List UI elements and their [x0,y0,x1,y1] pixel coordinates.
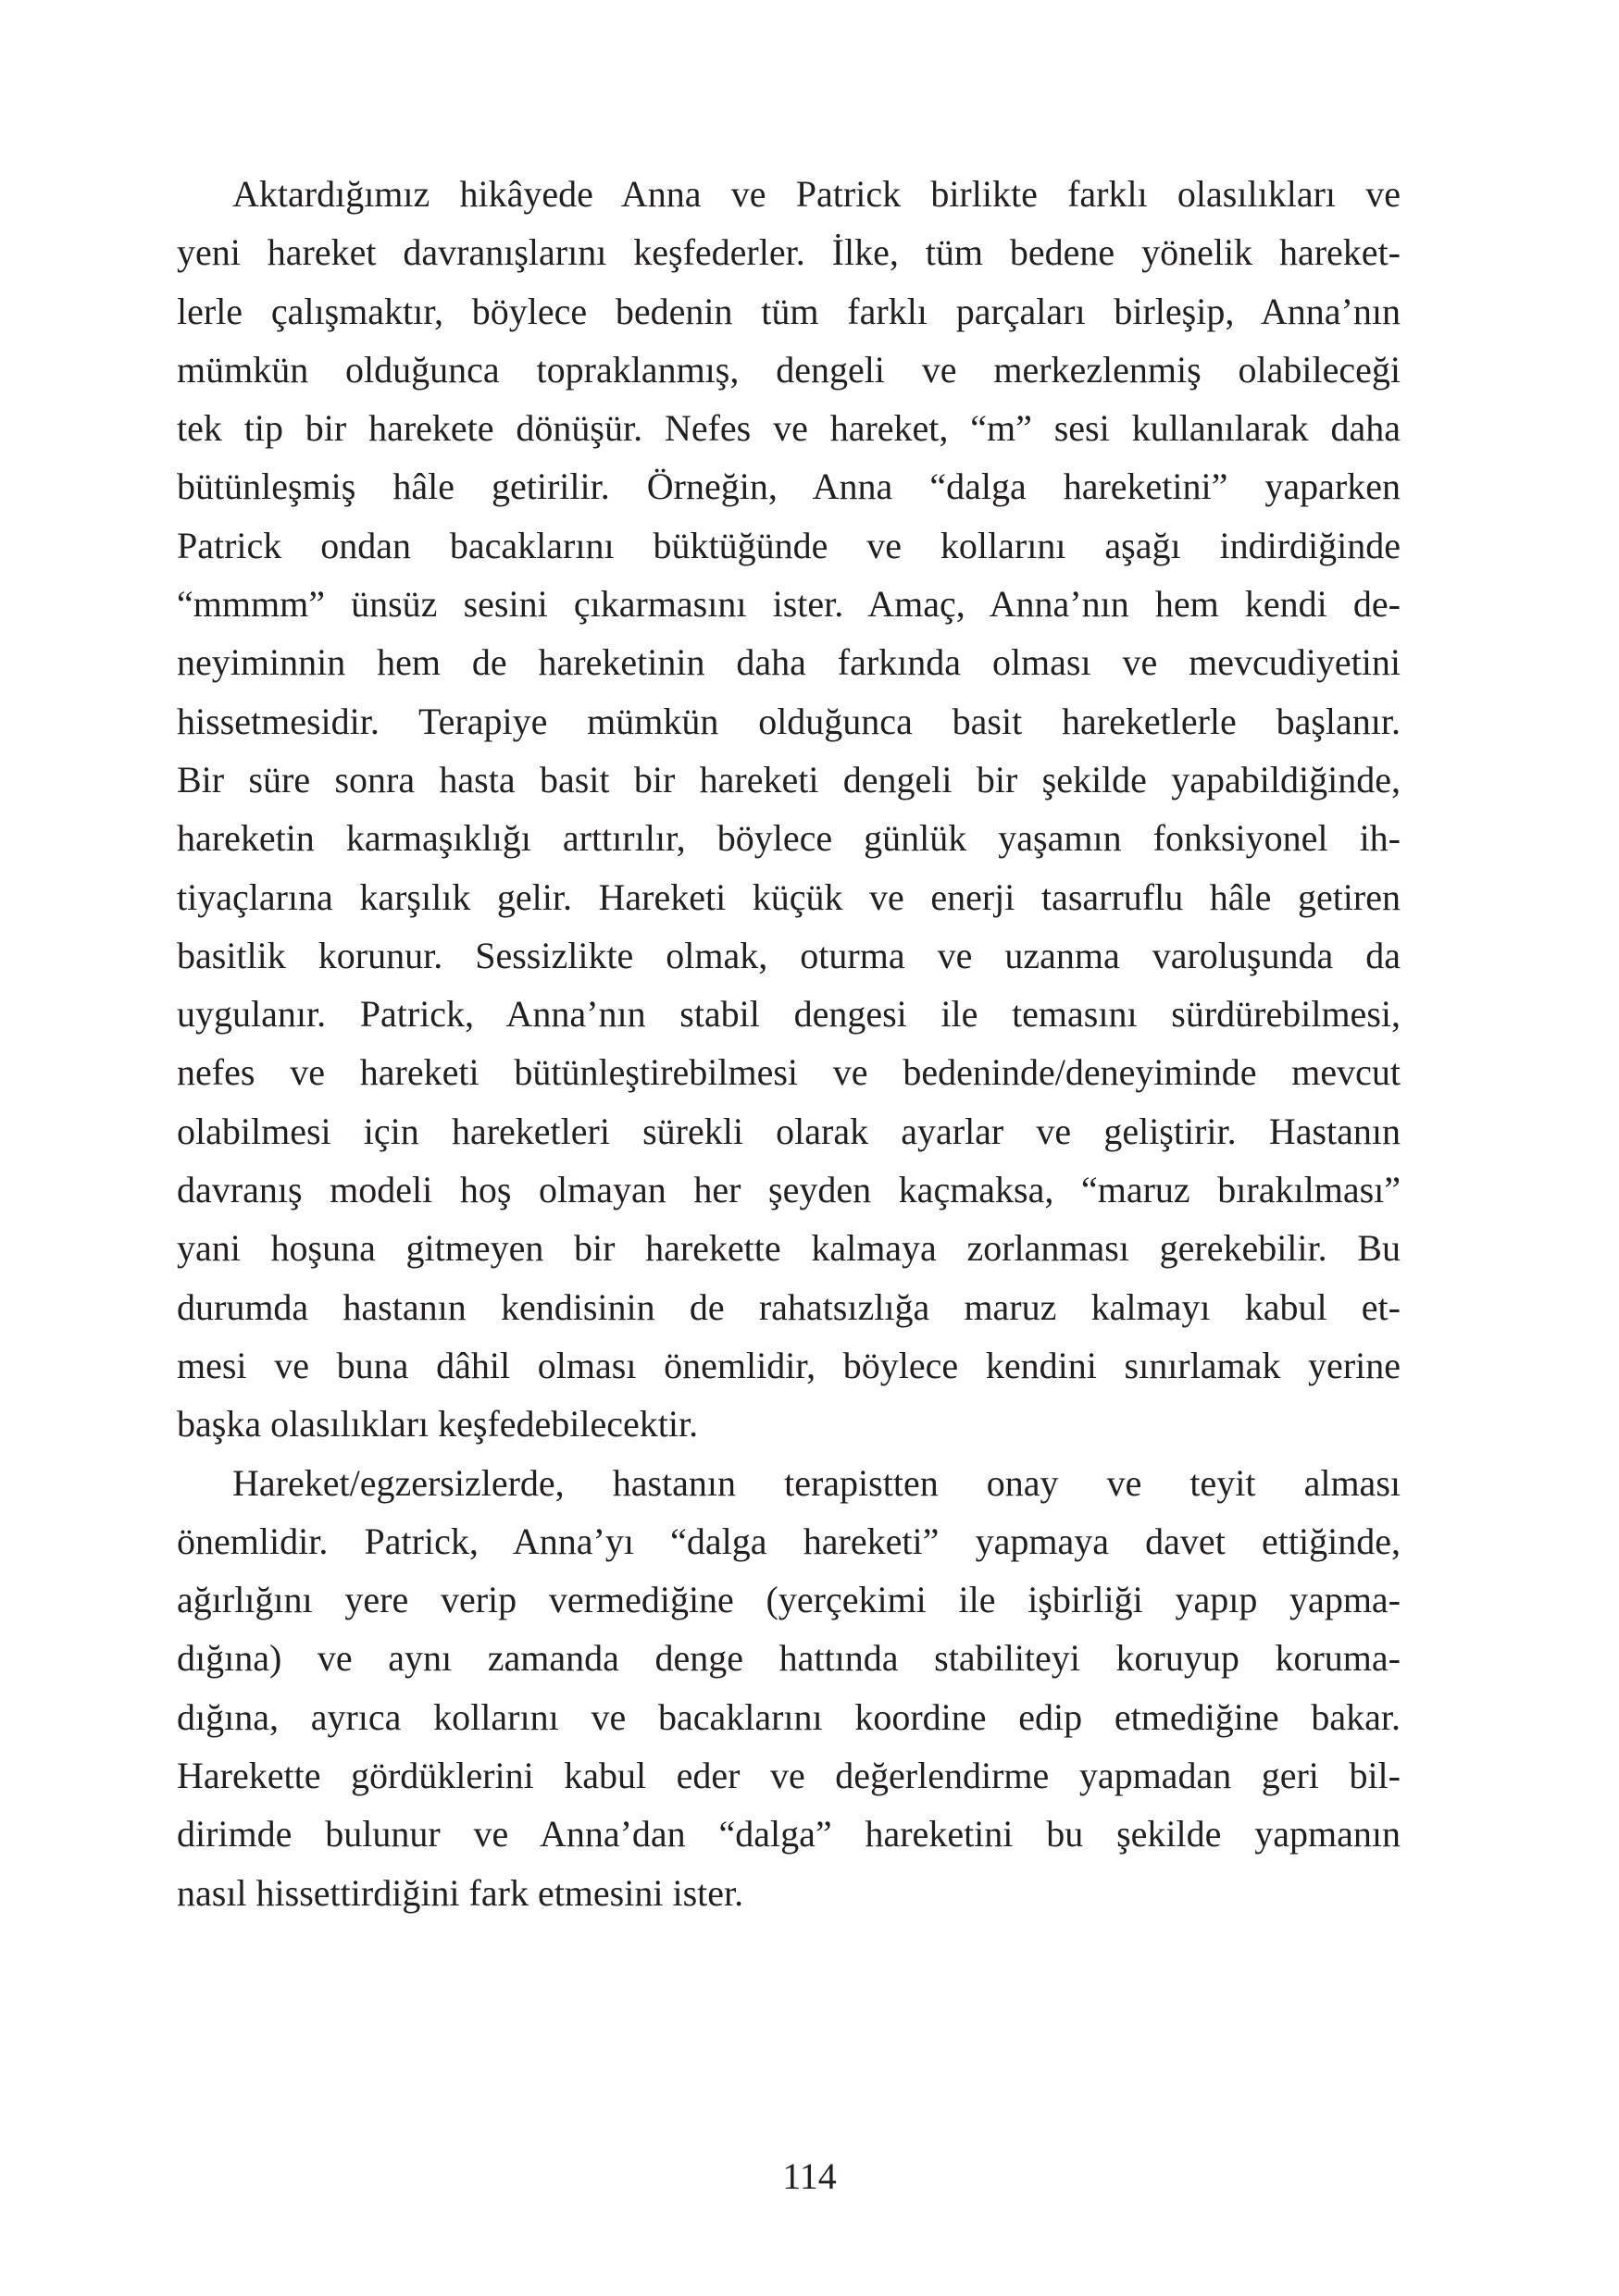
text-line: nefes ve hareketi bütünleştirebilmesi ve bedeninde/deneyiminde mevcut [177,1051,1401,1094]
text-line: bütünleşmiş hâle getirilir. Örneğin, Anna “dalga hareketini” yaparken [177,465,1401,508]
text-line: Bir süre sonra hasta basit bir hareketi dengeli bir şekilde yapabildiğinde, [177,758,1401,800]
page-number: 114 [782,2155,837,2197]
text-line: dirimde bulunur ve Anna’dan “dalga” hareketini bu şekilde yapmanın [177,1813,1401,1855]
text-line: tek tip bir harekete dönüşür. Nefes ve hareket, “m” sesi kullanılarak daha [177,407,1401,450]
text-line: Aktardığımız hikâyede Anna ve Patrick birlikte farklı olasılıkları ve [232,173,1401,215]
paragraph-2 [177,1454,1401,1922]
text-line: durumda hastanın kendisinin de rahatsızlığa maruz kalmayı kabul et- [177,1285,1401,1328]
text-line: başka olasılıkları keşfedebilecektir. [177,1403,699,1446]
text-line: tiyaçlarına karşılık gelir. Hareketi küçük ve enerji tasarruflu hâle getiren [177,875,1401,918]
text-line: “mmmm” ünsüz sesini çıkarmasını ister. Amaç, Anna’nın hem kendi de- [177,583,1401,626]
text-line: Hareket/egzersizlerde, hastanın terapistten onay ve teyit alması [232,1461,1401,1504]
text-line: ağırlığını yere verip vermediğine (yerçekimi ile işbirliği yapıp yapma- [177,1579,1401,1621]
text-line: hareketin karmaşıklığı arttırılır, böylece günlük yaşamın fonksiyonel ih- [177,817,1401,860]
text-line: Harekette gördüklerini kabul eder ve değerlendirme yapmadan geri bil- [177,1755,1401,1797]
text-line: yeni hareket davranışlarını keşfederler. İlke, tüm bedene yönelik hareket- [177,231,1401,274]
text-line: dığına, ayrıca kollarını ve bacaklarını koordine edip etmediğine bakar. [177,1695,1401,1738]
text-line: neyiminnin hem de hareketinin daha farkında olması ve mevcudiyetini [177,641,1401,684]
text-line: dığına) ve aynı zamanda denge hattında stabiliteyi koruyup koruma- [177,1637,1401,1680]
paragraph-1 [177,165,1401,1454]
text-line: önemlidir. Patrick, Anna’yı “dalga hareketi” yapmaya davet ettiğinde, [177,1520,1401,1562]
text-line: basitlik korunur. Sessizlikte olmak, oturma ve uzanma varoluşunda da [177,934,1401,976]
body-text [177,165,1401,1922]
text-line: mümkün olduğunca topraklanmış, dengeli ve merkezlenmiş olabileceği [177,348,1401,391]
text-line: lerle çalışmaktır, böylece bedenin tüm farklı parçaları birleşip, Anna’nın [177,290,1401,332]
text-line: mesi ve buna dâhil olması önemlidir, böylece kendini sınırlamak yerine [177,1344,1401,1386]
text-line: nasıl hissettirdiğini fark etmesini ister. [177,1871,744,1914]
text-line: Patrick ondan bacaklarını büktüğünde ve kollarını aşağı indirdiğinde [177,524,1401,566]
text-line: yani hoşuna gitmeyen bir harekette kalmaya zorlanması gerekebilir. Bu [177,1227,1401,1270]
text-line: olabilmesi için hareketleri sürekli olarak ayarlar ve geliştirir. Hastanın [177,1110,1401,1152]
text-line: davranış modeli hoş olmayan her şeyden kaçmaksa, “maruz bırakılması” [177,1169,1401,1211]
text-line: hissetmesidir. Terapiye mümkün olduğunca basit hareketlerle başlanır. [177,700,1401,742]
text-line: uygulanır. Patrick, Anna’nın stabil dengesi ile temasını sürdürebilmesi, [177,993,1401,1036]
